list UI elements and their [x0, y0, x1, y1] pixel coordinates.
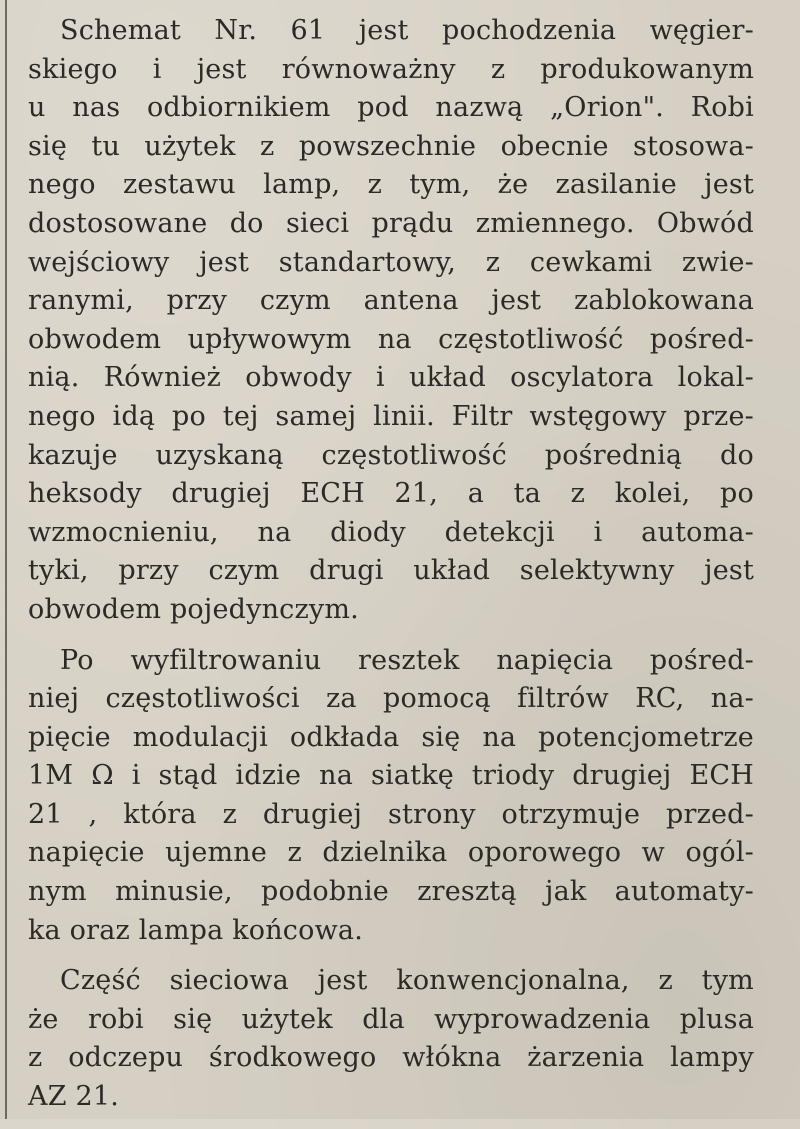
article-text — [28, 12, 754, 1129]
paragraph-2 — [28, 642, 754, 951]
text-line: z odczepu środkowego włókna żarzenia lampy — [28, 1042, 754, 1074]
text-line: wejściowy jest standartowy, z cewkami zwie- — [28, 246, 754, 278]
text-line: że robi się użytek dla wyprowadzenia plusa — [28, 1003, 754, 1035]
text-line: Po wyfiltrowaniu resztek napięcia pośred- — [60, 644, 754, 676]
text-line: pięcie modulacji odkłada się na potencjometrze — [28, 721, 754, 753]
text-line: 1M Ω i stąd idzie na siatkę triody drugiej ECH — [28, 760, 754, 792]
paragraph-1 — [28, 12, 754, 630]
text-line: Część sieciowa jest konwencjonalna, z tym — [60, 965, 754, 997]
text-line: dostosowane do sieci prądu zmiennego. Obwód — [28, 207, 754, 239]
text-line: heksody drugiej ECH 21, a ta z kolei, po — [28, 478, 754, 510]
text-line: wzmocnieniu, na diody detekcji i automa- — [28, 516, 754, 548]
text-line: 21 , która z drugiej strony otrzymuje przed- — [28, 798, 754, 830]
text-line: niej częstotliwości za pomocą filtrów RC, na- — [28, 683, 754, 715]
text-line: napięcie ujemne z dzielnika oporowego w ogól- — [28, 837, 754, 869]
paragraph-3 — [28, 962, 754, 1116]
text-line: ranymi, przy czym antena jest zablokowana — [28, 285, 754, 317]
text-line: nym minusie, podobnie zresztą jak automaty- — [28, 876, 754, 908]
text-line: Schemat Nr. 61 jest pochodzenia węgier- — [60, 15, 754, 46]
text-line: nią. Również obwody i układ oscylatora lokal- — [28, 362, 754, 394]
text-line: tyki, przy czym drugi układ selektywny jest — [28, 555, 754, 587]
text-line: u nas odbiornikiem pod nazwą „Orion". Robi — [28, 92, 754, 124]
text-line: skiego i jest równoważny z produkowanym — [28, 53, 754, 85]
text-line: nego zestawu lamp, z tym, że zasilanie jest — [28, 169, 754, 201]
text-line: ka oraz lampa końcowa. — [28, 914, 363, 946]
text-line: AZ 21. — [28, 1081, 119, 1113]
text-line: obwodem pojedynczym. — [28, 593, 359, 625]
text-line: kazuje uzyskaną częstotliwość pośrednią do — [28, 439, 754, 471]
text-line: nego idą po tej samej linii. Filtr wstęgowy prze- — [28, 400, 754, 432]
column-rule — [5, 0, 7, 1119]
text-line: obwodem upływowym na częstotliwość pośred- — [28, 323, 754, 355]
text-line: się tu użytek z powszechnie obecnie stosowa- — [28, 130, 754, 162]
